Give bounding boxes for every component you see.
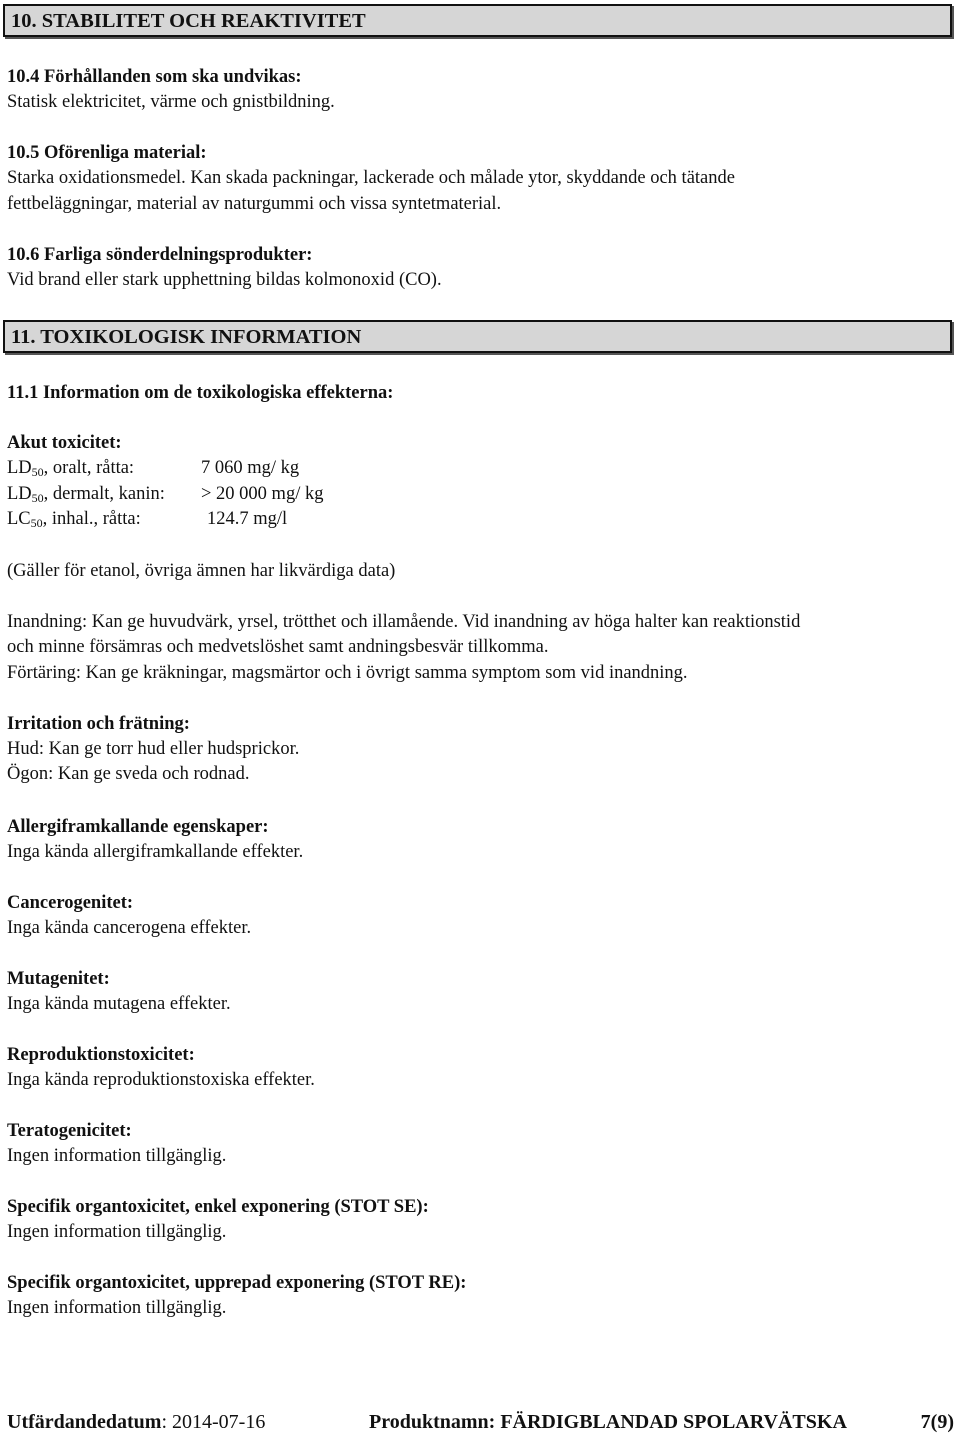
tox-value: > 20 000 mg/ kg — [201, 483, 324, 504]
tox-value: 124.7 mg/l — [207, 509, 288, 529]
page-footer — [7, 1409, 954, 1435]
carcinogenicity-text: Inga kända cancerogena effekter. — [7, 918, 252, 938]
tox-label: $LC_{50}$, inhal., råtta: — [7, 509, 141, 530]
inhalation-line2: och minne försämras och medvetslöshet samt andningsbesvär tillkomma. — [7, 637, 549, 657]
stot-se-text: Ingen information tillgänglig. — [7, 1222, 227, 1242]
tox-label: $LD_{50}$, oralt, råtta: — [7, 458, 135, 479]
reproductive-toxicity-text: Inga kända reproduktionstoxiska effekter. — [7, 1070, 315, 1090]
s111-title: 11.1 Information om de toxikologiska effekterna: — [7, 383, 394, 403]
irritation-title: Irritation och frätning: — [7, 714, 190, 734]
stot-re-title: Specifik organtoxicitet, upprepad exponering (STOT RE): — [7, 1273, 467, 1293]
s104-title: 10.4 Förhållanden som ska undvikas: — [7, 67, 302, 87]
s106-text: Vid brand eller stark upphettning bildas kolmonoxid (CO). — [7, 270, 442, 290]
product-name: Produktnamn: FÄRDIGBLANDAD SPOLARVÄTSKA — [369, 1411, 847, 1433]
stot-re-text: Ingen information tillgänglig. — [7, 1298, 227, 1318]
s104-text: Statisk elektricitet, värme och gnistbildning. — [7, 92, 335, 112]
data-note: (Gäller för etanol, övriga ämnen har likvärdiga data) — [7, 561, 396, 581]
acute-toxicity-row — [7, 482, 952, 508]
teratogenicity-text: Ingen information tillgänglig. — [7, 1146, 227, 1166]
section-10-heading: 10. STABILITET OCH REAKTIVITET — [3, 4, 952, 37]
s105-text-line1: Starka oxidationsmedel. Kan skada packningar, lackerade och målade ytor, skyddande och tätande — [7, 168, 735, 188]
stot-se-title: Specifik organtoxicitet, enkel exponering (STOT SE): — [7, 1197, 429, 1217]
tox-value: 7 060 mg/ kg — [201, 458, 300, 478]
issue-date: Utfärdandedatum: 2014-07-16 — [7, 1411, 266, 1433]
page-number: 7(9) — [920, 1411, 954, 1433]
skin-text: Hud: Kan ge torr hud eller hudsprickor. — [7, 739, 300, 759]
acute-toxicity-row — [7, 456, 952, 482]
s106-title: 10.6 Farliga sönderdelningsprodukter: — [7, 245, 313, 265]
acute-toxicity-table — [7, 456, 952, 533]
inhalation-line1: Inandning: Kan ge huvudvärk, yrsel, trötthet och illamående. Vid inandning av höga halter kan reaktionstid — [7, 612, 801, 632]
section-11-heading: 11. TOXIKOLOGISK INFORMATION — [3, 320, 952, 353]
ingestion-text: Förtäring: Kan ge kräkningar, magsmärtor och i övrigt samma symptom som vid inandning. — [7, 663, 688, 683]
s105-title: 10.5 Oförenliga material: — [7, 143, 207, 163]
mutagenicity-title: Mutagenitet: — [7, 969, 110, 989]
s105-text-line2: fettbeläggningar, material av naturgummi och vissa syntetmaterial. — [7, 194, 502, 214]
carcinogenicity-title: Cancerogenitet: — [7, 893, 134, 913]
mutagenicity-text: Inga kända mutagena effekter. — [7, 994, 231, 1014]
teratogenicity-title: Teratogenicitet: — [7, 1121, 132, 1141]
acute-toxicity-row — [7, 507, 952, 533]
reproductive-toxicity-title: Reproduktionstoxicitet: — [7, 1045, 195, 1065]
allergy-title: Allergiframkallande egenskaper: — [7, 817, 269, 837]
eyes-text: Ögon: Kan ge sveda och rodnad. — [7, 764, 250, 784]
tox-label: $LD_{50}$, dermalt, kanin: — [7, 483, 165, 505]
allergy-text: Inga kända allergiframkallande effekter. — [7, 842, 304, 862]
acute-toxicity-title: Akut toxicitet: — [7, 433, 122, 453]
